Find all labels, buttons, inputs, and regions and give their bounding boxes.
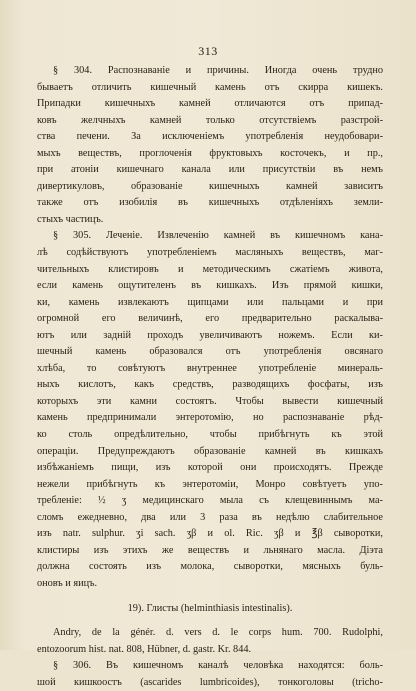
text-line: камень предпринимали энтеротомію, но распознаваніе рѣд-: [37, 412, 383, 424]
text-line: § 306. Въ кишечномъ каналѣ человѣка находятся: боль-: [53, 660, 383, 672]
text-line: также отъ изобилія въ кишечныхъ отдѣленіяхъ земли-: [37, 197, 383, 209]
text-line: которыхъ эти камни состоятъ. Чтобы вывести кишечный: [37, 395, 383, 407]
text-line: изъ natr. sulphur. ʒi sach. ʒβ и ol. Ric. ʒβ и ℥β сыворотки,: [37, 528, 383, 540]
text-line: при атоніи кишечнаго канала или присутствіи въ немъ: [37, 164, 383, 176]
text-line: если камень ощутителенъ въ кишкахъ. Изъ прямой кишки,: [37, 280, 383, 292]
text-line: чительныхъ клистировъ и методическимъ сжатіемъ живота,: [37, 263, 383, 275]
text-line: шечный камень образовался отъ употребленія овсянаго: [37, 346, 383, 358]
text-line: нежели прибѣгнуть къ энтеротоміи, Монро совѣтуетъ упо-: [37, 478, 383, 490]
text-line: оновъ и яицъ.: [37, 577, 98, 589]
text-line: лѣ содѣйствуютъ употребленіемъ масляныхъ веществъ, маг-: [37, 247, 383, 259]
text-line: Andry, de la génér. d. vers d. le corps hum. 700. Rudolphi,: [53, 627, 383, 639]
text-line: стыхъ частицъ.: [37, 213, 104, 225]
text-line: клистиры изъ этихъ же веществъ и льнянаго масла. Діэта: [37, 544, 383, 556]
text-block: [37, 63, 383, 691]
text-line: хлѣба, то совѣтуютъ внутреннее употребленіе минераль-: [37, 362, 383, 374]
text-line: ныхъ кислотъ, какъ средствъ, разводящихъ фосфаты, изъ: [37, 379, 383, 391]
text-line: требленіе: ½ ʒ медицинскаго мыла съ клещевиннымъ ма-: [37, 495, 383, 507]
text-line: § 304. Распознаваніе и причины. Иногда очень трудно: [53, 65, 383, 76]
text-line: ки, камень извлекаютъ щипцами или пальцами и при: [37, 296, 383, 308]
text-line: огромной его величинѣ, его предварительно раскалыва-: [37, 313, 383, 325]
text-line: ковъ желчныхъ камней только отсутствіемъ разстрой-: [37, 114, 383, 126]
text-line: должна состоять изъ молока, сыворотки, мясныхъ буль-: [37, 561, 383, 573]
text-line: ства печени. За исключеніемъ употребленія неудобовари-: [37, 131, 383, 143]
text-line: ко столь опредѣлительно, чтобы прибѣгнуть къ этой: [37, 429, 383, 441]
text-line: мыхъ веществъ, проглоченія фруктовыхъ косточекъ, и пр.,: [37, 147, 383, 159]
text-line: § 305. Леченіе. Извлеченію камней въ кишечномъ кана-: [53, 230, 383, 242]
text-line: бываетъ отличить кишечный камень отъ скирра кишекъ.: [37, 81, 383, 93]
text-line: операціи. Предупреждаютъ образованіе камней въ кишкахъ: [37, 445, 383, 457]
text-line: entozoorum hist. nat. 808, Hübner, d. gastr. Kr. 844.: [37, 643, 252, 655]
text-line: избѣжаніемъ пищи, изъ которой они происходятъ. Прежде: [37, 462, 383, 474]
text-line: ютъ или задній проходъ увеличиваютъ ножемъ. Если ки-: [37, 329, 383, 341]
text-line: шой кишкоостъ (ascarides lumbricoides), тонкоголовы (tricho-: [37, 676, 383, 688]
text-line: дивертикуловъ, образованіе кишечныхъ камней зависитъ: [37, 180, 383, 192]
text-line: Припадки кишечныхъ камней отличаются отъ припад-: [37, 98, 383, 110]
section-heading: 19). Глисты (helminthiasis intestinalis).: [127, 602, 293, 614]
spacer: [37, 593, 383, 601]
text-line: сломъ ежедневно, два или 3 раза въ недѣлю слабительное: [37, 511, 383, 523]
spacer: [37, 617, 383, 625]
page-number: 313: [198, 44, 218, 58]
